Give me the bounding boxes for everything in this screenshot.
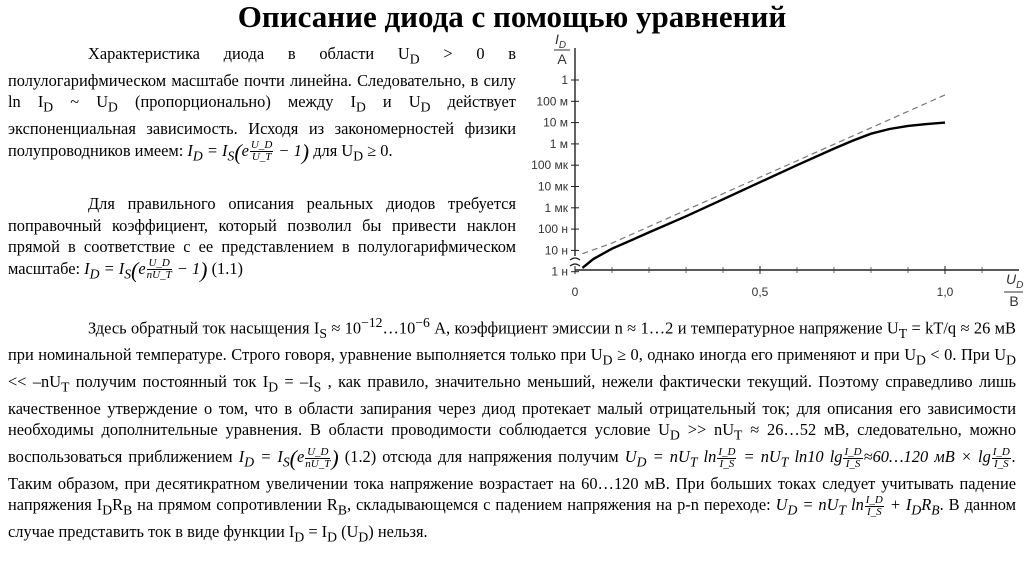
y-tick-label: 1 мк — [544, 200, 568, 215]
diode-characteristic-line — [582, 123, 945, 268]
y-tick-label: 10 н — [544, 243, 568, 258]
y-tick-label: 10 м — [543, 115, 568, 130]
x-tick-label: 0,5 — [751, 285, 769, 299]
y-tick-label: 1 — [561, 73, 568, 87]
y-tick-label: 100 м — [536, 94, 568, 109]
formula-diode-corrected: $I_D = I_S(e$ $\frac{U\_D}{nU\_T}$ − 1) — [84, 256, 208, 282]
paragraph-correction: Для правильного описания реальных диодов требуется поправочный коэффициент, который позволил бы привести наклон прямой в соответствие с ее представлением в полулогарифмическом масштабе: $I_D = I_S(e$ $\frac{U\_D}{nU\_T}$ − 1) (1.1) — [8, 194, 516, 282]
paragraph-details: Здесь обратный ток насыщения $I_S$ ≈ $10^{-12}\dots 10^{-6}$ А, коэффициент эмиссии n ≈ 1…2 и температурное напряжение $U_T = kT/q \approx 26$ мВ при номинальной температуре. Строго говоря, уравнение выполняется только при $U_D \ge 0$, однако иногда его применяют и при $U_D < 0$. При $U_D << -nU_T$ получим постоянный ток $I_D = -I_S$ , как правило, значительно меньший, нежели фактически текущий. Поэтому справедливо лишь качественное утверждение о том, что в области запирания через диод протекает малый отрицательный ток; для описания его зависимости необходимы дополнительные уравнения. В области проводимости соблюдается условие $U_D >> nU_T$ ≈ 26…52 мВ, следовательно, можно воспользоваться приближением $I_D = I_S(e$ $\frac{U\_D}{nU\_T}$ ) (1.2) отсюда для напряжения получим $U_D = nU_T$ ln $\frac{I\_D}{I\_S}$ = $nU_T$ ln10 lg $\frac{I\_D}{I\_S}$ ≈60…120 мВ × lg $\frac{I\_D}{I\_S}$ . Таким образом, при десятикратном увеличении тока напряжение возрастает на 60…120 мВ. При больших токах следует учитывать падение напряжения $I_DR_B$ на прямом сопротивлении $R_B$, складывающемся с падением напряжения на p-n переходе: $U_D = nU_T$ ln $\frac{I\_D}{I\_S}$ + $I_DR_B$. В данном случае представить ток в виде функции $I_D = I_D$ $(U_D)$ нельзя. — [8, 315, 1017, 545]
x-tick-label: 0 — [571, 285, 579, 299]
formula-voltage: $U_D = nU_T$ ln $\frac{I\_D}{I\_S}$ = $nU_T$ ln10 lg $\frac{I\_D}{I\_S}$ ≈60…120 мВ × lg $\frac{I\_D}{I\_S}$ . — [624, 445, 1016, 470]
y-tick-label: 10 мк — [537, 179, 568, 194]
y-axis-break — [570, 258, 580, 266]
chart-ticks — [571, 80, 982, 274]
y-axis-unit: А — [557, 51, 567, 67]
ideal-exponential-line — [582, 95, 945, 254]
diode-iv-chart — [520, 30, 1024, 322]
y-tick-label: 100 н — [538, 222, 568, 237]
formula-diode-basic: $I_D = I_S(e$ $\frac{U\_D}{U\_T}$ − 1) — [187, 139, 310, 165]
y-tick-label: 1 н — [551, 264, 568, 279]
y-axis-label: $I_D$ — [555, 31, 567, 51]
formula-voltage-with-resistance: $U_D = nU_T$ ln $\frac{I\_D}{I\_S}$ + $I_DR_B$ — [775, 494, 940, 519]
chart-lines — [582, 95, 945, 268]
y-tick-label: 100 мк — [531, 158, 568, 173]
x-axis-label: $U_D$ — [1006, 271, 1024, 291]
paragraph-intro: Характеристика диода в области $U_D > 0$ в полулогарифмическом масштабе почти линейна. Следовательно, в силу $\ln I_D$ ~ $U_D$ (пропорционально) между $I_D$ и $U_D$ действует экспоненциальная зависимость. Исходя из закономерностей физики полупроводников имеем: $I_D = I_S(e$ $\frac{U\_D}{U\_T}$ − 1) для $U_D \ge 0$. — [8, 44, 516, 165]
x-tick-label: 1,0 — [936, 285, 954, 299]
y-tick-label: 1 м — [549, 136, 568, 151]
page-title: Описание диода с помощью уравнений — [237, 0, 787, 34]
formula-approximation: $I_D = I_S(e$ $\frac{U\_D}{nU\_T}$ ) — [238, 445, 339, 471]
x-axis-unit: В — [1009, 293, 1019, 309]
